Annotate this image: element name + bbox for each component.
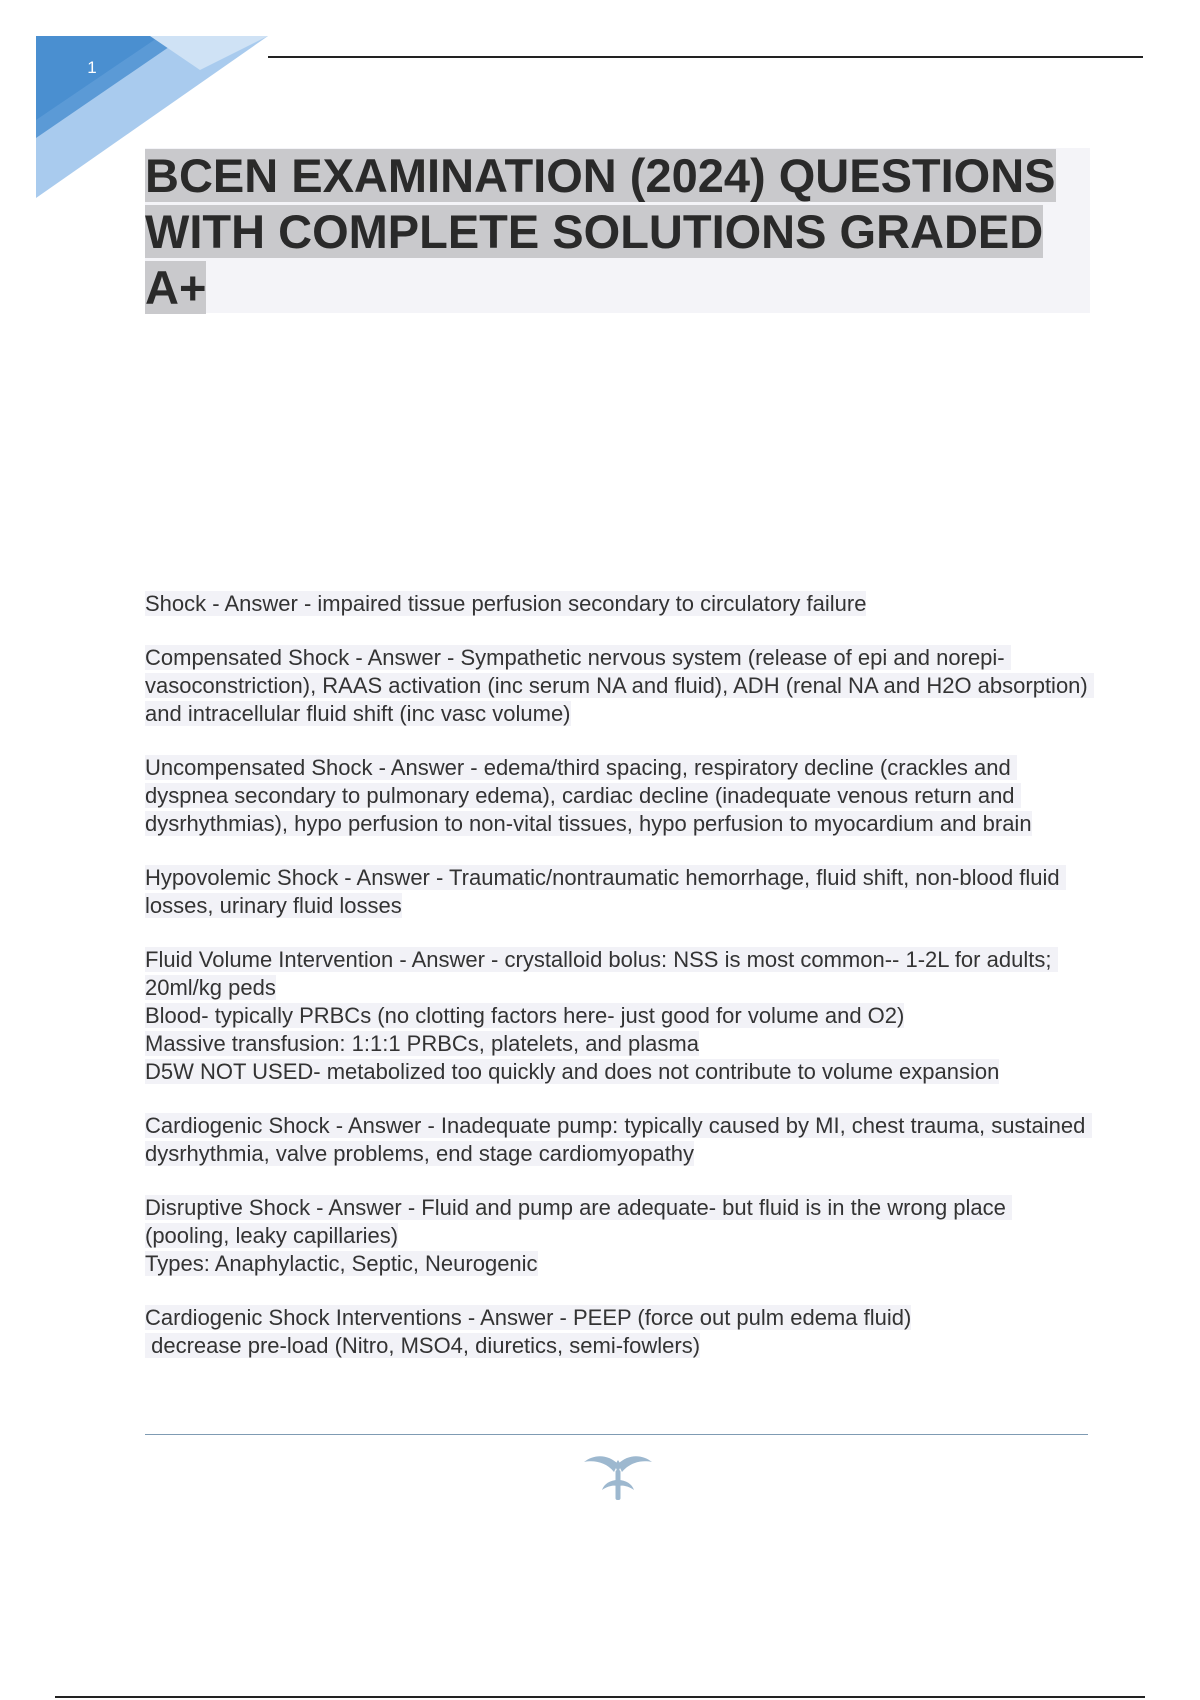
qa-item — [145, 644, 1095, 728]
qa-item — [145, 590, 1095, 618]
qa-line: Types: Anaphylactic, Septic, Neurogenic — [145, 1251, 538, 1276]
document-title: BCEN EXAMINATION (2024) QUESTIONS WITH COMPLETE SOLUTIONS GRADED A+ — [145, 149, 1056, 314]
top-rule — [268, 56, 1143, 58]
qa-line: Disruptive Shock - Answer - Fluid and pump are adequate- but fluid is in the wrong place (pooling, leaky capillaries) — [145, 1195, 1013, 1248]
qa-item — [145, 1304, 1095, 1360]
qa-item — [145, 754, 1095, 838]
qa-line: Blood- typically PRBCs (no clotting factors here- just good for volume and O2) — [145, 1003, 905, 1028]
qa-item — [145, 1112, 1095, 1168]
title-block — [145, 148, 1090, 313]
page-number: 1 — [87, 58, 97, 77]
qa-item — [145, 1194, 1095, 1278]
qa-line: Cardiogenic Shock Interventions - Answer - PEEP (force out pulm edema fluid) — [145, 1305, 912, 1330]
qa-item — [145, 946, 1095, 1086]
qa-line: Hypovolemic Shock - Answer - Traumatic/nontraumatic hemorrhage, fluid shift, non-blood fluid losses, urinary fluid losses — [145, 865, 1066, 918]
qa-line: D5W NOT USED- metabolized too quickly and does not contribute to volume expansion — [145, 1059, 1000, 1084]
qa-line: Shock - Answer - impaired tissue perfusion secondary to circulatory failure — [145, 591, 867, 616]
qa-line: Cardiogenic Shock - Answer - Inadequate pump: typically caused by MI, chest trauma, sustained dysrhythmia, valve problems, end stage cardiomyopathy — [145, 1113, 1092, 1166]
qa-line: Compensated Shock - Answer - Sympathetic nervous system (release of epi and norepi- vasoconstriction), RAAS activation (inc serum NA and fluid), ADH (renal NA and H2O absorption) and intracellular fluid shift (inc vasc volume) — [145, 645, 1094, 726]
qa-line: Uncompensated Shock - Answer - edema/third spacing, respiratory decline (crackles and dyspnea secondary to pulmonary edema), cardiac decline (inadequate venous return and dysrhythmias), hypo perfusion to non-vital tissues, hypo perfusion to myocardium and brain — [145, 755, 1032, 836]
footer-rule — [55, 1696, 1145, 1698]
qa-content — [145, 590, 1095, 1386]
flower-logo-icon — [580, 1450, 656, 1506]
bottom-rule — [145, 1434, 1088, 1435]
qa-line: decrease pre-load (Nitro, MSO4, diuretics, semi-fowlers) — [145, 1333, 701, 1358]
qa-line: Fluid Volume Intervention - Answer - crystalloid bolus: NSS is most common-- 1-2L for adults; 20ml/kg peds — [145, 947, 1058, 1000]
qa-line: Massive transfusion: 1:1:1 PRBCs, platelets, and plasma — [145, 1031, 699, 1056]
qa-item — [145, 864, 1095, 920]
